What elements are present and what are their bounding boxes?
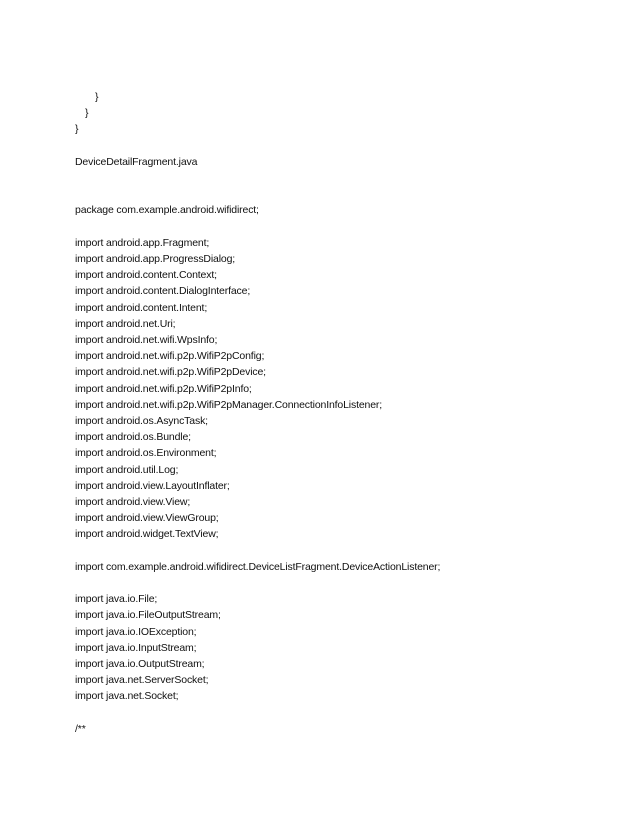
import-line: import java.io.FileOutputStream;	[75, 609, 221, 622]
file-name-heading: DeviceDetailFragment.java	[75, 155, 198, 168]
code-listing	[75, 89, 615, 737]
import-line: import java.io.OutputStream;	[75, 658, 205, 671]
import-line: import android.util.Log;	[75, 463, 179, 476]
import-line: import android.net.Uri;	[75, 317, 176, 330]
javadoc-comment-start: /**	[75, 722, 86, 735]
import-line: import android.view.LayoutInflater;	[75, 479, 230, 492]
blank-line	[75, 219, 615, 235]
import-line: import android.os.AsyncTask;	[75, 415, 208, 427]
import-line: import android.net.wifi.WpsInfo;	[75, 333, 218, 346]
import-line: import android.app.ProgressDialog;	[75, 252, 236, 265]
import-line: import android.view.View;	[75, 496, 191, 509]
closing-brace: }	[85, 107, 89, 120]
import-line: import android.view.ViewGroup;	[75, 512, 219, 525]
import-line: import java.io.File;	[75, 593, 158, 606]
import-line: import android.app.Fragment;	[75, 236, 210, 249]
import-line: import android.net.wifi.p2p.WifiP2pManager.ConnectionInfoListener;	[75, 398, 383, 411]
blank-line	[75, 138, 615, 154]
android-import-block	[75, 235, 615, 543]
blank-line	[75, 543, 615, 559]
import-line: import android.content.Intent;	[75, 301, 208, 314]
import-line: import android.content.DialogInterface;	[75, 285, 251, 298]
import-line: import java.io.InputStream;	[75, 641, 197, 654]
import-line: import android.net.wifi.p2p.WifiP2pInfo;	[75, 382, 252, 395]
blank-line	[75, 186, 615, 202]
import-line: import android.net.wifi.p2p.WifiP2pConfig;	[75, 350, 265, 363]
closing-brace: }	[75, 123, 79, 136]
import-line: import java.net.Socket;	[75, 690, 179, 703]
import-line: import android.content.Context;	[75, 269, 217, 282]
java-import-block	[75, 591, 615, 704]
blank-line	[75, 705, 615, 721]
import-line: import android.os.Environment;	[75, 447, 217, 460]
import-line: import android.os.Bundle;	[75, 431, 191, 444]
blank-line	[75, 170, 615, 186]
blank-line	[75, 575, 615, 591]
package-declaration: package com.example.android.wifidirect;	[75, 204, 259, 217]
app-import-line: import com.example.android.wifidirect.DeviceListFragment.DeviceActionListener;	[75, 560, 441, 573]
import-line: import java.net.ServerSocket;	[75, 674, 209, 687]
import-line: import android.net.wifi.p2p.WifiP2pDevice;	[75, 366, 266, 379]
import-line: import android.widget.TextView;	[75, 528, 219, 541]
closing-brace: }	[95, 91, 99, 103]
import-line: import java.io.IOException;	[75, 625, 197, 638]
